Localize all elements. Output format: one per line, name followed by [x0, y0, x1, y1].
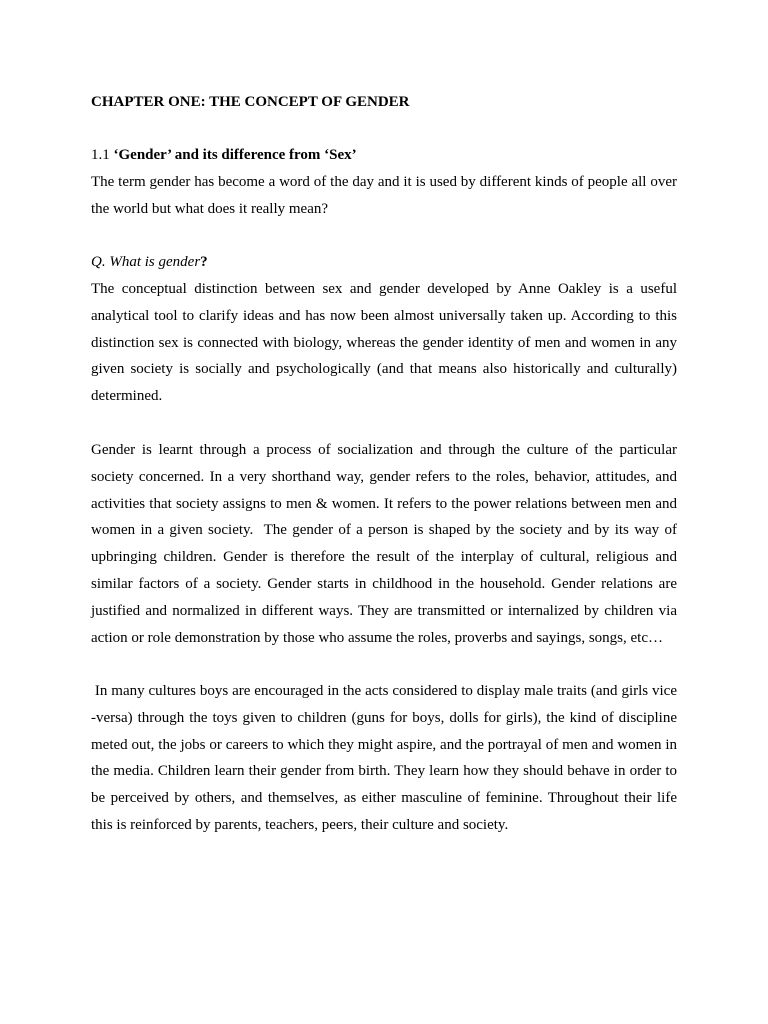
section-heading [91, 142, 677, 169]
paragraph-line: action or role demonstration by those who assume the roles, proverbs and sayings, songs, etc… [91, 629, 663, 646]
paragraph-line: The conceptual distinction between sex and gender developed by Anne Oakley is a useful [91, 281, 677, 297]
paragraph-line: women in a given society. The gender of a person is shaped by the society and by its way of [91, 522, 677, 539]
paragraph-line: activities that society assigns to men & women. It refers to the power relations between men and [91, 495, 677, 512]
paragraph-line: -versa) through the toys given to children (guns for boys, dolls for girls), the kind of discipline [91, 709, 677, 726]
chapter-title: CHAPTER ONE: THE CONCEPT OF GENDER [91, 94, 410, 110]
paragraph-line: the world but what does it really mean? [91, 200, 329, 217]
question-line [91, 249, 677, 276]
section-heading-line [91, 142, 677, 169]
paragraph-1 [91, 276, 677, 410]
paragraph-line: justified and normalized in different ways. They are transmitted or internalized by children via [91, 602, 677, 619]
paragraph-line: upbringing children. Gender is therefore the result of the interplay of cultural, religious and [91, 549, 677, 566]
paragraph-line: similar factors of a society. Gender starts in childhood in the household. Gender relations are [91, 575, 677, 592]
paragraph-2 [91, 437, 677, 651]
paragraph-3 [91, 678, 677, 839]
paragraph-line: society concerned. In a very shorthand way, gender refers to the roles, behavior, attitudes, and [91, 468, 677, 485]
question-heading [91, 249, 677, 276]
paragraph-line: analytical tool to clarify ideas and has now been almost universally taken up. According to this [91, 307, 677, 324]
section-title: ‘Gender’ and its difference from ‘Sex’ [113, 147, 357, 163]
paragraph-line: The term gender has become a word of the day and it is used by different kinds of people all over [91, 174, 677, 190]
question-label: Q. What is gender [91, 254, 201, 270]
paragraph-line: the media. Children learn their gender from birth. They learn how they should behave in order to [91, 763, 677, 780]
paragraph-line: this is reinforced by parents, teachers, peers, their culture and society. [91, 816, 509, 833]
chapter-heading [91, 89, 677, 116]
question-mark: ? [200, 254, 208, 270]
paragraph-line: given society is socially and psychologically (and that means also historically and culturally) [91, 361, 677, 378]
paragraph-line: determined. [91, 388, 163, 405]
paragraph-line: Gender is learnt through a process of socialization and through the culture of the particular [91, 442, 677, 458]
section-number: 1.1 [91, 147, 114, 163]
intro-paragraph [91, 169, 677, 223]
paragraph-line: distinction sex is connected with biology, whereas the gender identity of men and women in any [91, 334, 677, 351]
paragraph-line: be perceived by others, and themselves, as either masculine of feminine. Throughout their life [91, 790, 677, 807]
paragraph-line: In many cultures boys are encouraged in the acts considered to display male traits (and girls vice [91, 683, 677, 699]
paragraph-line: meted out, the jobs or careers to which they might aspire, and the portrayal of men and women in [91, 736, 677, 753]
